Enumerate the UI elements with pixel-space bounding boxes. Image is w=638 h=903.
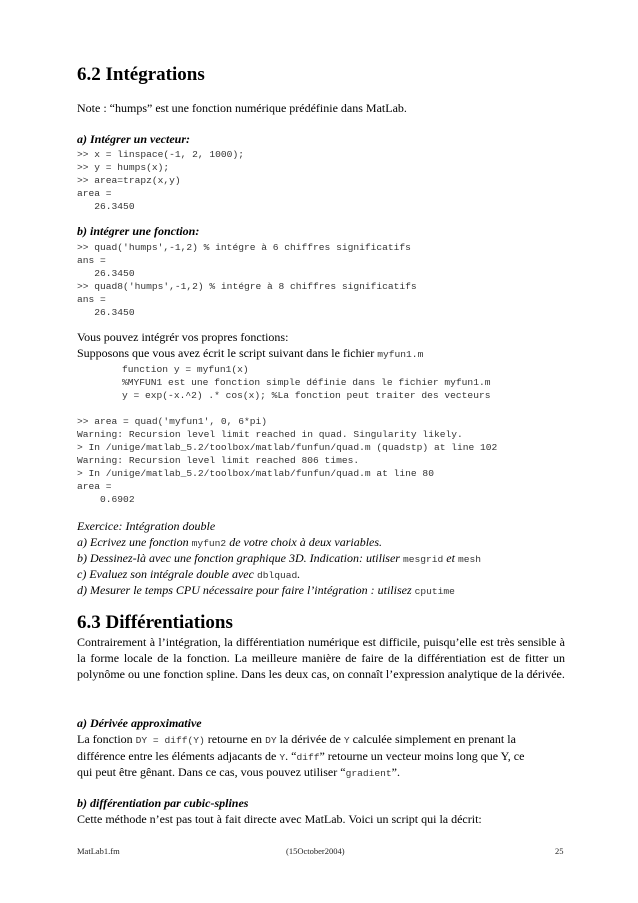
paragraph-diff-line2: différence entre les éléments adjacants de Y. “diff” retourne un vecteur moins long que Y, ce — [77, 749, 525, 763]
paragraph-diff-line1: La fonction DY = diff(Y) retourne en DY la dérivée de Y calculée simplement en prenant la — [77, 732, 516, 746]
section-title-differentiations: 6.3 Différentiations — [77, 612, 233, 633]
code-block-quad: >> quad('humps',-1,2) % intégre à 6 chiffres significatifs ans = 26.3450 >> quad8('humps',-1,2) % intégre à 8 chiffres significatifs ans = 26.3450 — [77, 242, 417, 318]
subheading-integrer-fonction: b) intégrer une fonction: — [77, 224, 200, 238]
code-block-quad-myfun1: >> area = quad('myfun1', 0, 6*pi) Warning: Recursion level limit reached in quad. Singularity likely. > In /unige/matlab_5.2/toolbox/matlab/funfun/quad.m (quadstp) at line 102 Warning: Recursion level limit reached 806 times. > In /unige/matlab_5.2/toolbox/matlab/funfun/quad.m at line 80 area = 0.6902 — [77, 416, 498, 505]
exercise-item-b: b) Dessinez-là avec une fonction graphique 3D. Indication: utiliser mesgrid et mesh — [77, 551, 481, 565]
section-title-integrations: 6.2 Intégrations — [77, 64, 205, 85]
exercise-item-c: c) Evaluez son intégrale double avec dblquad. — [77, 567, 301, 581]
exercise-title: Exercice: Intégration double — [77, 519, 216, 533]
paragraph-differentiation-intro: Contrairement à l’intégration, la différentiation numérique est difficile, puisqu’elle est très sensible à la forme locale de la fonction. La meilleure manière de faire de la différentiation est de fitter un polynôme ou une fonction spline. Dans les deux cas, on connaît l’expression analytique de la dérivée. — [77, 635, 565, 681]
footer-page-number: 25 — [555, 846, 564, 856]
paragraph-diff-line3: qui peut être gênant. Dans ce cas, vous pouvez utiliser “gradient”. — [77, 765, 400, 779]
footer-date: (15October2004) — [286, 846, 345, 856]
inline-code-filename: myfun1.m — [377, 349, 424, 360]
footer-filename: MatLab1.fm — [77, 846, 120, 856]
exercise-item-d: d) Mesurer le temps CPU nécessaire pour faire l’intégration : utilisez cputime — [77, 583, 455, 597]
note-humps: Note : “humps” est une fonction numérique prédéfinie dans MatLab. — [77, 101, 407, 115]
paragraph-own-functions: Vous pouvez intégrér vos propres fonctions: — [77, 330, 289, 344]
subheading-cubic-splines: b) différentiation par cubic-splines — [77, 796, 249, 810]
paragraph-cubic-splines: Cette méthode n’est pas tout à fait directe avec MatLab. Voici un script qui la décrit: — [77, 812, 482, 826]
subheading-integrer-vecteur: a) Intégrer un vecteur: — [77, 132, 190, 146]
code-block-myfun1: function y = myfun1(x) %MYFUN1 est une fonction simple définie dans le fichier myfun1.m y = exp(-x.^2) .* cos(x); %La fonction peut traiter des vecteurs — [122, 364, 491, 401]
code-block-trapz: >> x = linspace(-1, 2, 1000); >> y = humps(x); >> area=trapz(x,y) area = 26.3450 — [77, 149, 244, 212]
subheading-derivee-approximative: a) Dérivée approximative — [77, 716, 202, 730]
paragraph-script-intro: Supposons que vous avez écrit le script suivant dans le fichier myfun1.m — [77, 346, 424, 360]
exercise-item-a: a) Ecrivez une fonction myfun2 de votre choix à deux variables. — [77, 535, 383, 549]
